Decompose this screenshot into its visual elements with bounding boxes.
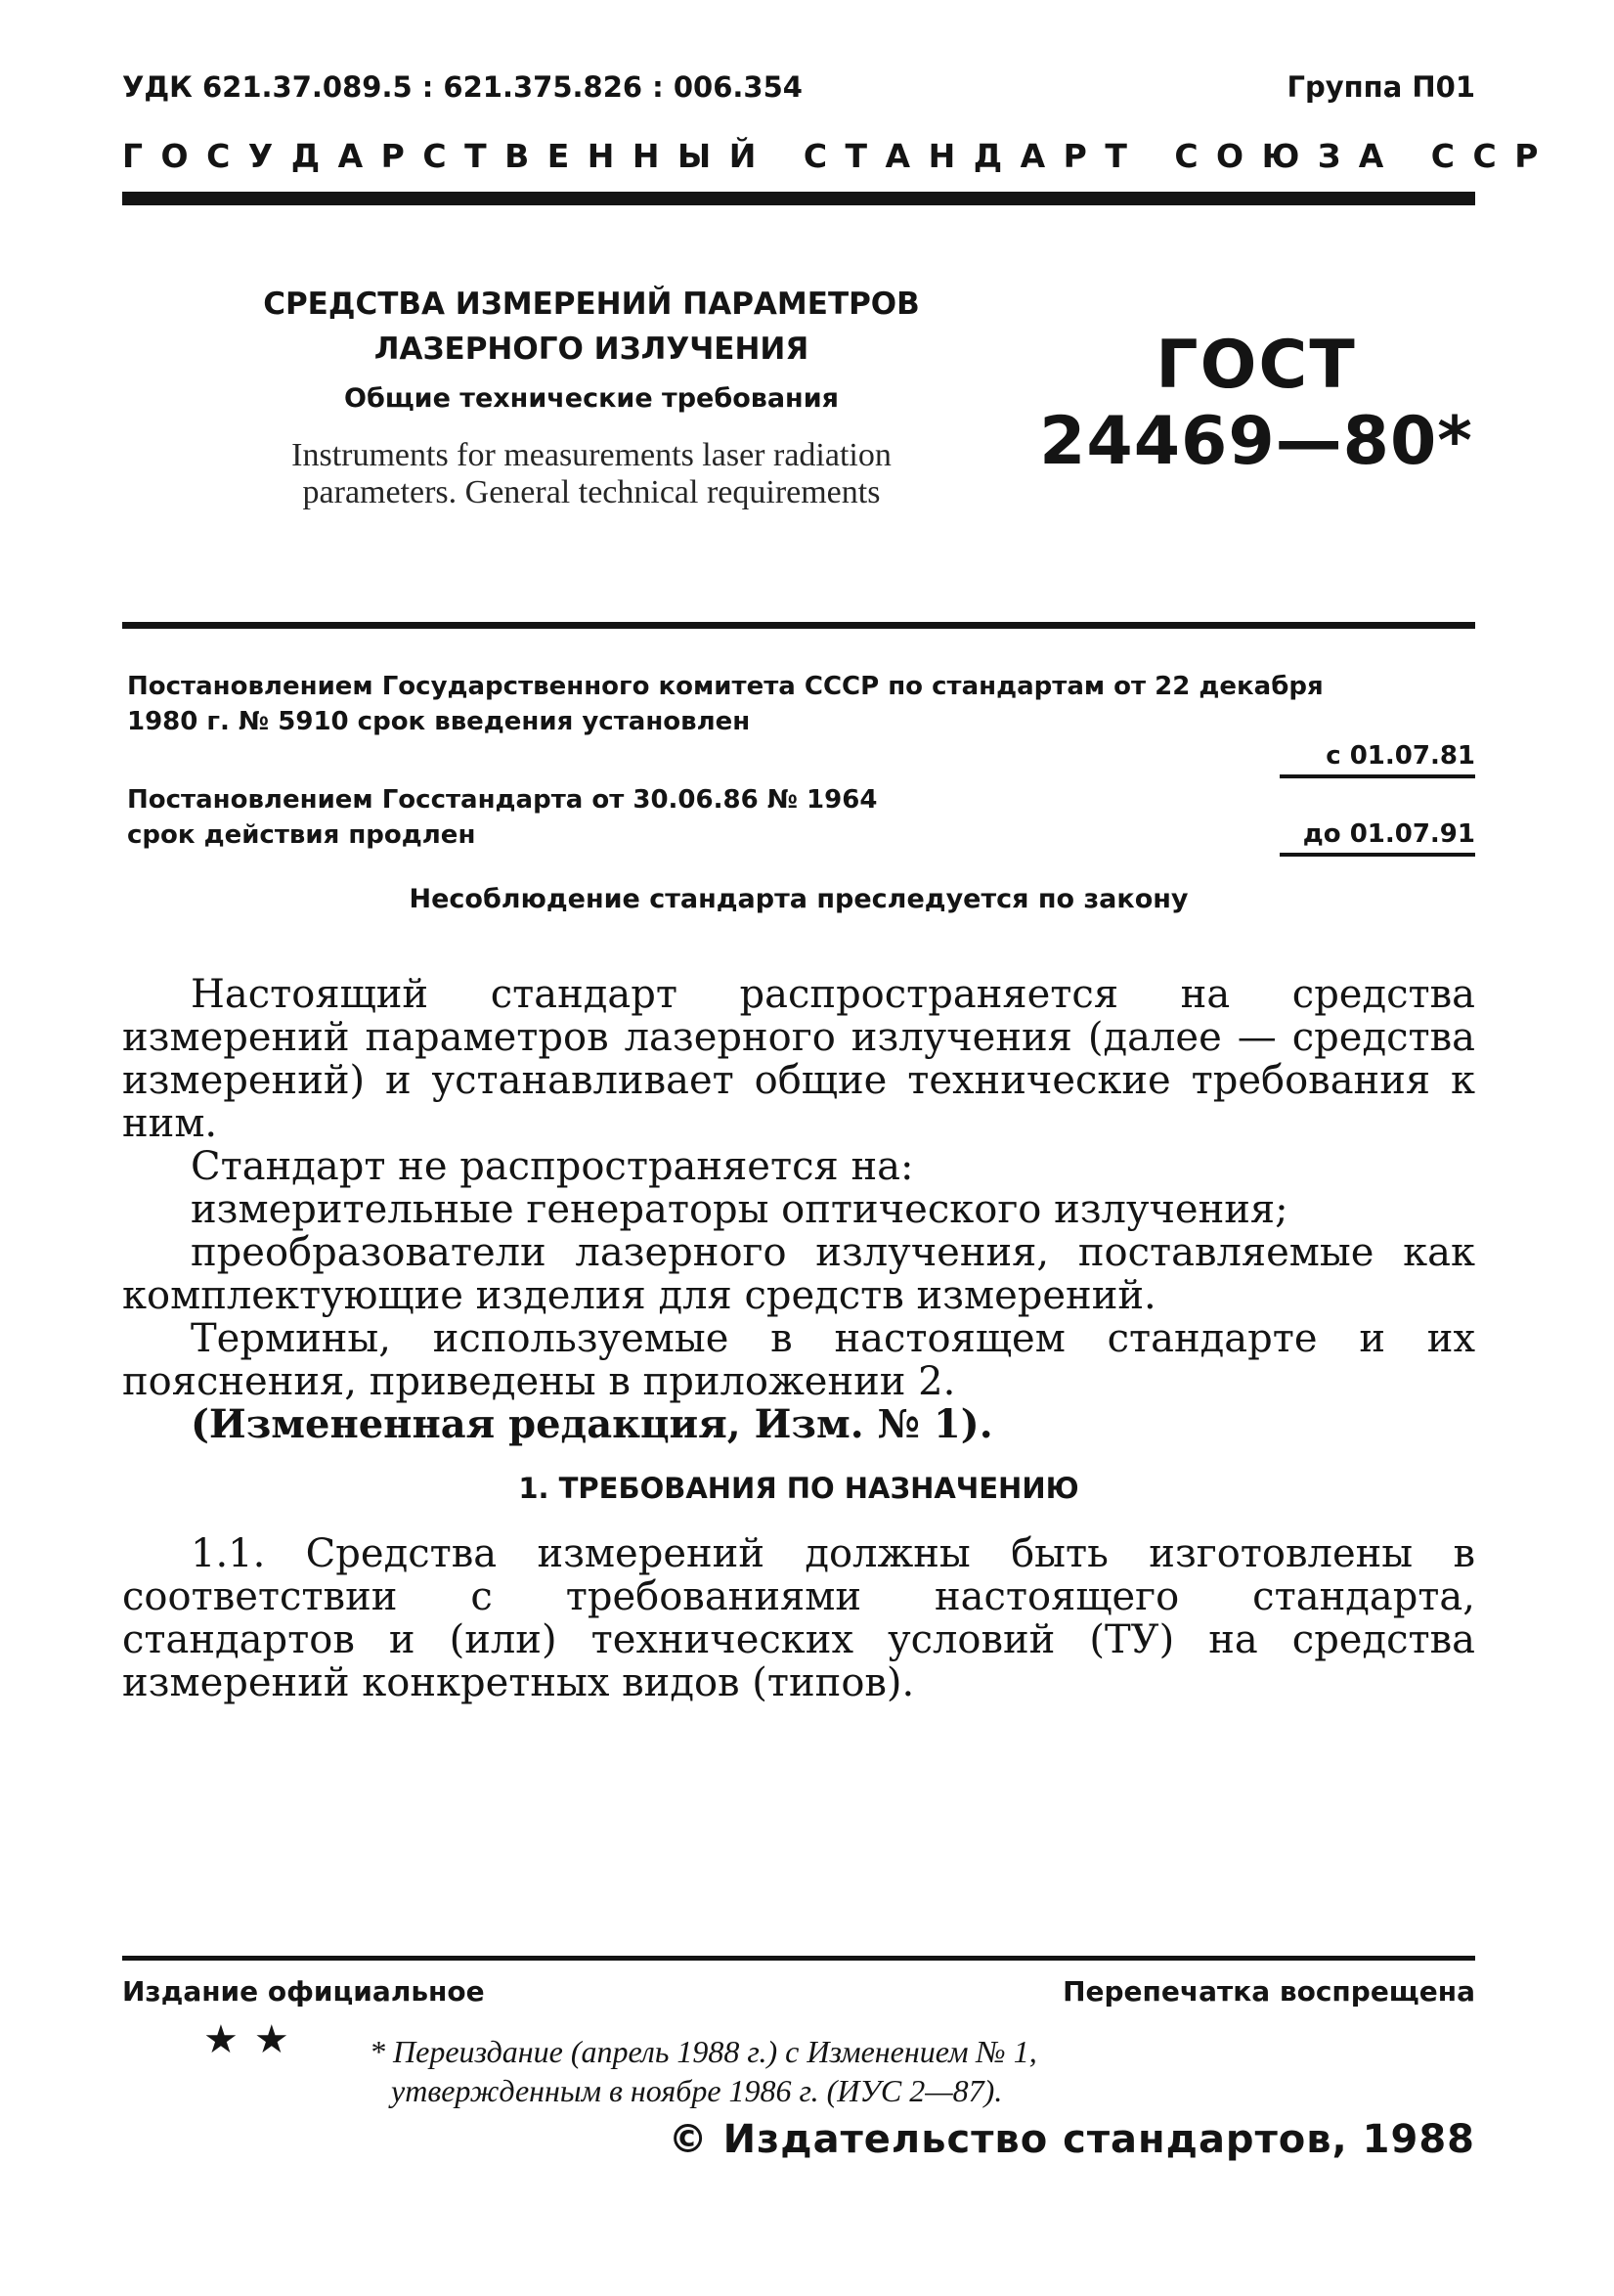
title-subtitle: Общие технические требования [344,383,839,414]
publisher-copyright: © Издательство стандартов, 1988 [668,2117,1475,2162]
title-block [215,282,968,511]
gost-number: 24469—80* [1039,403,1473,481]
reissue-note-line-1: * Переиздание (апрель 1988 г.) с Изменением № 1, [370,2034,1037,2069]
title-rule [122,622,1475,629]
paragraph-exclusion-2: преобразователи лазерного излучения, поставляемые как комплектующие изделия для средств измерений. [122,1230,1475,1318]
stars-icon: ★★ [203,2017,305,2062]
decree-2 [127,782,877,853]
decree-2-line-1: Постановлением Госстандарта от 30.06.86 № 1964 [127,785,878,815]
section-1-body [122,1532,1475,1704]
paragraph-terms: Термины, используемые в настоящем стандарте и их пояснения, приведены в приложении 2. [122,1316,1475,1404]
title-english [215,437,968,511]
section-1-heading: 1. ТРЕБОВАНИЯ ПО НАЗНАЧЕНИЮ [518,1472,1079,1505]
group-code: Группа П01 [1287,70,1475,104]
title-line-2: ЛАЗЕРНОГО ИЗЛУЧЕНИЯ [373,331,809,367]
decree-1 [127,669,1324,739]
footer-rule [122,1956,1475,1961]
title-english-line-2: parameters. General technical requirements [302,474,881,510]
clause-1-1: 1.1. Средства измерений должны быть изготовлены в соответствии с требованиями настоящего стандарта, стандартов и (или) технических условий (ТУ) на средства измерений конкретных видов (типов). [122,1531,1475,1705]
paragraph-exclusions: Стандарт не распространяется на: [191,1144,914,1189]
decree-2-line-2: срок действия продлен [127,820,476,850]
paragraph-revision-note: (Измененная редакция, Изм. № 1). [191,1401,993,1447]
start-date: с 01.07.81 [1280,741,1475,778]
state-standard-banner: ГОСУДАРСТВЕННЫЙ СТАНДАРТ СОЮЗА ССР [122,137,1556,175]
decree-1-line-2: 1980 г. № 5910 срок введения установлен [127,707,751,736]
gost-designation [1036,328,1476,480]
gost-word: ГОСТ [1156,327,1357,404]
reissue-note-line-2: утвержденным в ноябре 1986 г. (ИУС 2—87). [391,2073,1003,2108]
reissue-note [370,2032,1037,2110]
paragraph-scope: Настоящий стандарт распространяется на средства измерений параметров лазерного излучения (далее — средства измерений) и устанавливает общие технические требования к ним. [122,972,1475,1146]
end-date: до 01.07.91 [1280,819,1475,857]
title-english-line-1: Instruments for measurements laser radiation [291,437,892,473]
header-rule [122,192,1475,205]
reprint-label: Перепечатка воспрещена [1063,1975,1475,2008]
decree-1-line-1: Постановлением Государственного комитета СССР по стандартам от 22 декабря [127,672,1324,701]
title-line-1: СРЕДСТВА ИЗМЕРЕНИЙ ПАРАМЕТРОВ [263,287,920,322]
law-notice: Несоблюдение стандарта преследуется по закону [409,884,1189,914]
udk-code: УДК 621.37.089.5 : 621.375.826 : 006.354 [122,70,803,104]
edition-label: Издание официальное [122,1975,485,2008]
body-text [122,973,1475,1446]
paragraph-exclusion-1: измерительные генераторы оптического излучения; [191,1187,1288,1232]
